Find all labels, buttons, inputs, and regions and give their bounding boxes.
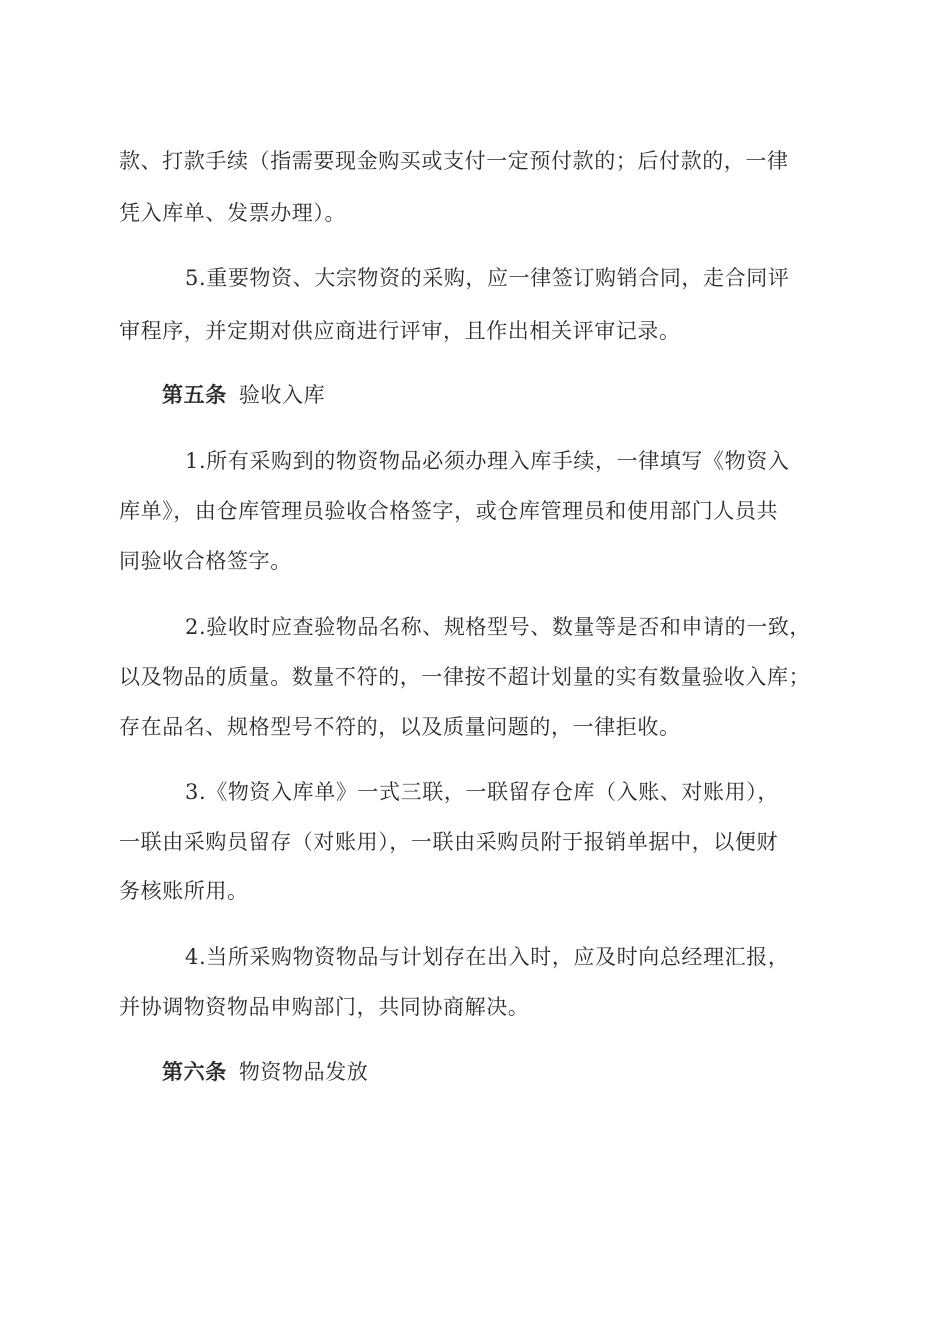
paragraph-5-line-1: 5.重要物资、大宗物资的采购，应一律签订购销合同，走合同评	[185, 266, 790, 290]
article-5-label: 第五条	[162, 383, 227, 407]
article-5-title: 验收入库	[238, 383, 326, 407]
item-3-line-3: 务核账所用。	[119, 879, 249, 903]
item-4-line-2: 并协调物资物品申购部门，共同协商解决。	[119, 995, 530, 1019]
item-3-line-2: 一联由采购员留存（对账用），一联由采购员附于报销单据中，以便财	[119, 830, 779, 854]
paragraph-5-line-2: 审程序，并定期对供应商进行评审，且作出相关评审记录。	[119, 319, 681, 343]
item-2-line-2: 以及物品的质量。数量不符的，一律按不超计划量的实有数量验收入库；	[119, 665, 811, 689]
article-6-title: 物资物品发放	[238, 1060, 369, 1084]
item-1-line-3: 同验收合格签字。	[119, 549, 292, 573]
intro-line-2: 凭入库单、发票办理）。	[119, 201, 347, 225]
article-6-heading	[162, 1057, 862, 1087]
item-1-line-1: 1.所有采购到的物资物品必须办理入库手续，一律填写《物资入	[185, 449, 790, 473]
item-1-line-2: 库单》，由仓库管理员验收合格签字，或仓库管理员和使用部门人员共	[119, 499, 779, 523]
article-6-label: 第六条	[162, 1060, 227, 1084]
item-2-line-1: 2.验收时应查验物品名称、规格型号、数量等是否和申请的一致，	[185, 615, 812, 639]
item-4-line-1: 4.当所采购物资物品与计划存在出入时，应及时向总经理汇报，	[185, 945, 790, 969]
item-3-line-1: 3.《物资入库单》一式三联，一联留存仓库（入账、对账用），	[185, 780, 779, 804]
item-2-line-3: 存在品名、规格型号不符的，以及质量问题的，一律拒收。	[119, 715, 681, 739]
article-5-heading	[162, 380, 862, 410]
intro-line-1: 款、打款手续（指需要现金购买或支付一定预付款的；后付款的，一律	[119, 149, 789, 173]
